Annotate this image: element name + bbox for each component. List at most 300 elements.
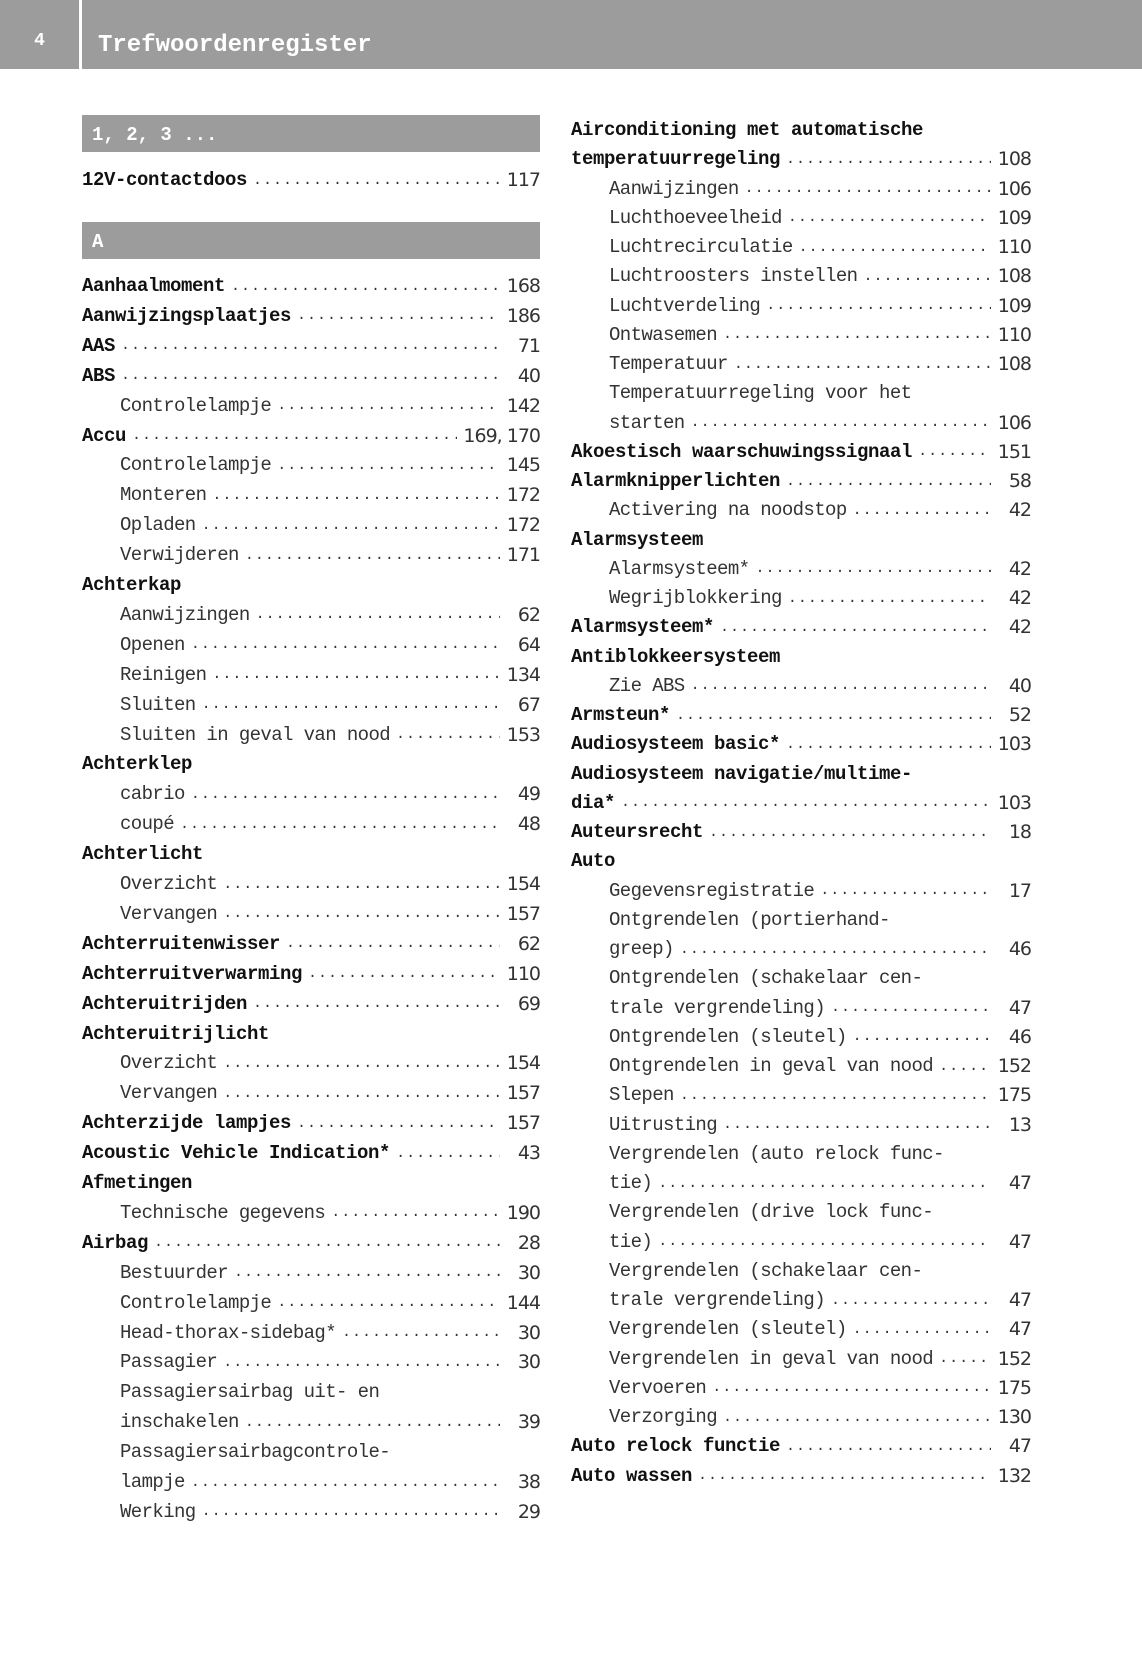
dot-leader [223,1085,500,1102]
entry-term: Auto wassen [571,1464,693,1487]
page-reference: 142 [506,394,540,417]
entry-term: Luchthoeveelheid [609,206,782,229]
index-entry [571,1197,1031,1227]
index-entry [571,1373,1031,1403]
page-reference: 47 [1008,996,1031,1019]
dot-leader [723,326,991,343]
dot-leader [698,1467,991,1484]
entry-term: Vergrendelen (auto relock func- [609,1142,944,1165]
entry-term: Luchtverdeling [609,294,761,317]
entry-term: Zie ABS [609,674,685,697]
dot-leader [191,1474,500,1491]
entry-term: Passagiersairbag uit- en [120,1381,380,1404]
index-entry [571,495,1031,525]
page-reference: 71 [517,334,540,357]
entry-term: Ontgrendelen (schakelaar cen- [609,967,923,990]
section-header-a: A [82,222,540,259]
dot-leader [621,794,991,811]
entry-term: Verwijderen [120,544,239,567]
page-reference: 108 [997,353,1031,375]
dot-leader [939,1350,991,1367]
dot-leader [202,517,500,534]
entry-term: Ontgrendelen (portierhand- [609,908,890,931]
entry-term: Ontwasemen [609,323,718,346]
page-reference: 110 [506,962,540,985]
dot-leader [223,1354,500,1371]
page-reference: 39 [517,1411,540,1434]
index-entry [82,1138,540,1168]
page-reference: 171 [506,544,540,567]
page-reference: 134 [506,663,540,686]
dot-leader [831,1292,991,1309]
dot-leader [788,590,991,607]
index-entry [571,700,1031,730]
entry-term: Technische gegevens [120,1201,326,1224]
index-entry [82,1347,540,1377]
page-title: Trefwoordenregister [98,32,372,59]
page-reference: 49 [517,783,540,806]
dot-leader [799,239,991,256]
index-entry [82,1497,540,1527]
dot-leader [297,307,500,324]
dot-leader [132,427,457,444]
entry-term: Afmetingen [82,1172,193,1194]
index-entry [82,600,540,630]
index-entry [82,361,540,391]
index-entry [82,510,540,540]
index-entry [82,421,540,451]
dot-leader [245,547,500,564]
entry-term: Bestuurder [120,1261,229,1284]
index-entry [82,1019,540,1049]
index-entry [82,690,540,720]
index-entry [571,1110,1031,1140]
entry-term: Uitrusting [609,1113,718,1136]
entry-term: Passagiersairbagcontrole- [120,1441,391,1464]
index-entry [571,378,1031,408]
dot-leader [245,1414,500,1431]
dot-leader [658,1233,991,1250]
dot-leader [786,151,991,168]
page-reference: 108 [997,148,1031,171]
entry-term: Airconditioning met automatische [571,119,924,141]
index-entry [571,525,1031,555]
index-entry [571,1285,1031,1315]
entry-term: Overzicht [120,873,218,895]
index-entry [571,232,1031,262]
index-entry [82,929,540,959]
index-entry [571,963,1031,993]
entry-term: Gegevensregistratie [609,879,815,902]
dot-leader [223,876,500,893]
page-reference: 172 [506,514,540,537]
entry-term: Ontgrendelen (sleutel) [609,1025,847,1048]
entry-term: Vergrendelen (schakelaar cen- [609,1259,923,1282]
entry-term: Slepen [609,1084,674,1107]
entry-term: Achteruitrijden [82,992,248,1015]
index-entry [571,993,1031,1023]
entry-term: Alarmknipperlichten [571,470,781,492]
page-reference: 17 [1008,879,1031,902]
entry-term: inschakelen [120,1411,239,1434]
index-entry [82,1258,540,1288]
index-entry [571,759,1031,789]
dot-leader [766,297,991,314]
index-entry [571,846,1031,876]
entry-term: Overzicht [120,1052,218,1075]
section-header-numbers: 1, 2, 3 ... [82,115,540,152]
page-reference: 108 [997,265,1031,288]
index-entry [82,540,540,570]
page-reference: 157 [506,1082,540,1105]
page-reference: 47 [1008,1435,1031,1458]
page-reference: 38 [517,1471,540,1493]
dot-leader [745,180,991,197]
page-reference: 30 [517,1261,540,1284]
entry-term: Auto relock functie [571,1435,781,1458]
dot-leader [286,935,500,952]
dot-leader [342,1324,500,1341]
index-entry [82,1048,540,1078]
page-reference: 109 [997,206,1031,229]
page-reference: 106 [997,177,1031,200]
index-entry [82,1228,540,1258]
dot-leader [121,367,500,384]
dot-leader [723,1116,991,1133]
dot-leader [853,1028,991,1045]
entry-term: Werking [120,1500,196,1523]
page-reference: 52 [1008,704,1031,726]
entry-term: Sluiten in geval van nood [120,723,391,746]
index-entry [571,115,1031,145]
index-entry [82,839,540,869]
header-divider [79,0,82,69]
entry-term: Sluiten [120,693,196,716]
dot-leader [231,278,500,295]
dot-leader [676,707,991,724]
index-entry [571,671,1031,701]
entry-term: dia* [571,791,616,814]
dot-leader [297,1115,500,1132]
index-entry [82,570,540,600]
dot-leader [680,941,991,958]
dot-leader [709,824,991,841]
dot-leader [853,502,991,519]
index-entry [82,480,540,510]
dot-leader [202,1503,500,1520]
entry-term: lampje [120,1471,185,1493]
index-entry [571,876,1031,906]
index-entry [82,720,540,750]
index-entry [82,1108,540,1138]
dot-leader [308,965,500,982]
entry-term: Monteren [120,484,207,507]
entry-term: Aanwijzingsplaatjes [82,304,292,327]
page-reference: 47 [1008,1230,1031,1253]
entry-term: Controlelampje [120,1291,272,1314]
dot-leader [277,397,500,414]
page-reference: 172 [506,484,540,507]
entry-term: Vervoeren [609,1376,707,1399]
page-reference: 145 [506,454,540,477]
index-entry [82,749,540,779]
entry-term: 12V-contactdoos [82,169,248,191]
index-entry [571,1168,1031,1198]
index-entry [571,905,1031,935]
index-entry [82,450,540,480]
entry-term: Achterruitenwisser [82,932,281,955]
index-entry [82,899,540,929]
index-entry [571,1461,1031,1491]
entry-term: Luchtroosters instellen [609,265,858,288]
index-entry [82,660,540,690]
page-reference: 130 [997,1406,1031,1428]
page-reference: 154 [506,873,540,895]
entry-term: Achterruitverwarming [82,962,303,985]
dot-leader [720,619,991,636]
dot-leader [234,1264,500,1281]
index-entry [571,642,1031,672]
dot-leader [256,606,500,623]
page-reference: 175 [997,1084,1031,1107]
index-entry [571,1022,1031,1052]
entry-term: Alarmsysteem* [571,616,715,639]
entry-term: cabrio [120,783,185,806]
entry-term: Achterkap [82,574,182,596]
page-reference: 168 [506,275,540,297]
page-reference: 144 [506,1291,540,1314]
dot-leader [755,560,991,577]
dot-leader [253,995,500,1012]
dot-leader [820,882,991,899]
page-reference: 28 [517,1231,540,1254]
index-entry [82,959,540,989]
page-reference: 186 [506,304,540,327]
entry-term: tie) [609,1172,653,1194]
page-reference: 103 [997,791,1031,814]
page-reference: 152 [997,1347,1031,1370]
page-reference: 58 [1008,470,1031,492]
dot-leader [658,1175,991,1192]
dot-leader [331,1204,500,1221]
page-reference: 46 [1008,938,1031,960]
entry-term: trale vergrendeling) [609,996,826,1019]
entry-term: Antiblokkeersysteem [571,645,781,668]
dot-leader [786,1438,991,1455]
index-entry [82,1407,540,1437]
page-number: 4 [34,30,45,51]
index-entry [571,934,1031,964]
index-entry [571,320,1031,350]
entry-term: ABS [82,364,116,387]
index-entry [82,989,540,1019]
index-entry [571,817,1031,847]
page-reference: 117 [506,169,540,191]
entry-term: Ontgrendelen in geval van nood [609,1055,934,1077]
index-entry [571,437,1031,467]
entry-term: Controlelampje [120,394,272,417]
dot-leader [691,677,991,694]
page-reference: 67 [517,693,540,716]
index-entry [571,1080,1031,1110]
index-entry [571,1227,1031,1257]
page-reference: 47 [1008,1289,1031,1311]
entry-term: Vervangen [120,1082,218,1105]
dot-leader [786,736,991,753]
dot-leader [191,636,500,653]
dot-leader [191,786,500,803]
index-entry [571,729,1031,759]
entry-term: greep) [609,938,674,960]
dot-leader [831,999,991,1016]
index-entry [571,174,1031,204]
entry-term: Luchtrecirculatie [609,236,793,258]
index-entry [82,331,540,361]
entry-term: Openen [120,633,185,656]
entry-term: Alarmsysteem [571,528,704,551]
dot-leader [180,816,500,833]
dot-leader [788,209,991,226]
index-entry [571,788,1031,818]
entry-term: Vergrendelen (sleutel) [609,1318,847,1341]
entry-term: Head-thorax-sidebag* [120,1321,337,1344]
page-reference: 18 [1008,821,1031,843]
entry-term: Achterklep [82,753,193,776]
page-reference: 103 [997,733,1031,756]
entry-term: Aanwijzingen [120,603,250,626]
page-reference: 43 [517,1142,540,1165]
index-entry [571,291,1031,321]
entry-term: Controlelampje [120,454,272,477]
dot-leader [939,1058,991,1075]
entry-term: coupé [120,813,175,836]
page-reference: 42 [1008,587,1031,609]
entry-term: Vergrendelen (drive lock func- [609,1201,934,1224]
page-reference: 152 [997,1055,1031,1077]
page-reference: 62 [517,932,540,955]
dot-leader [691,414,991,431]
dot-leader [712,1379,991,1396]
index-entry [571,144,1031,174]
dot-leader [918,443,991,460]
page-reference: 151 [997,440,1031,463]
dot-leader [786,473,991,490]
entry-term: Accu [82,424,127,447]
index-entry [82,630,540,660]
index-entry [571,1139,1031,1169]
entry-term: Reinigen [120,663,207,686]
index-entry [82,1467,540,1497]
entry-term: temperatuurregeling [571,148,781,171]
page-reference: 40 [1008,674,1031,697]
entry-term: Achteruitrijlicht [82,1022,270,1045]
page-reference: 13 [1008,1113,1031,1136]
dot-leader [277,457,500,474]
entry-term: Temperatuur [609,353,728,375]
page-reference: 110 [997,236,1031,258]
entry-term: starten [609,411,685,434]
page-reference: 157 [506,902,540,925]
dot-leader [212,487,500,504]
dot-leader [223,905,500,922]
index-entry [82,1377,540,1407]
index-entry [82,1318,540,1348]
page-reference: 69 [517,992,540,1015]
dot-leader [680,1087,991,1104]
entry-term: Aanhaalmoment [82,275,226,297]
page-reference: 110 [997,323,1031,346]
index-entry [571,261,1031,291]
page-reference: 175 [997,1376,1031,1399]
page-reference: 46 [1008,1025,1031,1048]
entry-term: Audiosysteem navigatie/multime- [571,762,913,785]
index-entry [571,1314,1031,1344]
entry-term: Vergrendelen in geval van nood [609,1347,934,1370]
index-entry [571,1402,1031,1432]
index-entry [571,554,1031,584]
index-entry [571,466,1031,496]
index-entry [82,165,540,195]
dot-leader [723,1409,991,1426]
index-entry [82,779,540,809]
entry-term: Audiosysteem basic* [571,733,781,756]
page-reference: 132 [997,1464,1031,1487]
dot-leader [212,666,500,683]
entry-term: Acoustic Vehicle Indication* [82,1142,391,1165]
page-reference: 157 [506,1112,540,1135]
page-reference: 47 [1008,1318,1031,1341]
page-reference: 29 [517,1500,540,1523]
index-entry [571,408,1031,438]
entry-term: Temperatuurregeling voor het [609,382,912,405]
index-entry [82,1198,540,1228]
page-reference: 190 [506,1201,540,1224]
entry-term: Akoestisch waarschuwingssignaal [571,440,913,463]
index-entry [82,1078,540,1108]
index-entry [571,612,1031,642]
page-reference: 64 [517,633,540,656]
page-reference: 109 [997,294,1031,317]
page-reference: 30 [517,1321,540,1344]
entry-term: Armsteun* [571,704,671,726]
dot-leader [863,268,991,285]
entry-term: Aanwijzingen [609,177,739,200]
index-entry [571,1051,1031,1081]
index-entry [571,1256,1031,1286]
index-entry [571,583,1031,613]
page-reference: 40 [517,364,540,387]
entry-term: Verzorging [609,1406,718,1428]
page-reference: 42 [1008,499,1031,522]
index-entry [82,1288,540,1318]
entry-term: tie) [609,1230,653,1253]
index-entry [82,301,540,331]
page-reference: 153 [506,723,540,746]
dot-leader [277,1294,500,1311]
index-entry [82,1168,540,1198]
page-reference: 154 [506,1052,540,1075]
entry-term: Wegrijblokkering [609,587,782,609]
dot-leader [734,356,991,373]
page-reference: 42 [1008,557,1031,580]
entry-term: Passagier [120,1351,218,1374]
index-entry [571,1344,1031,1374]
entry-term: Airbag [82,1231,149,1254]
entry-term: Opladen [120,514,196,537]
index-entry [82,869,540,899]
dot-leader [253,172,500,189]
index-entry [82,809,540,839]
